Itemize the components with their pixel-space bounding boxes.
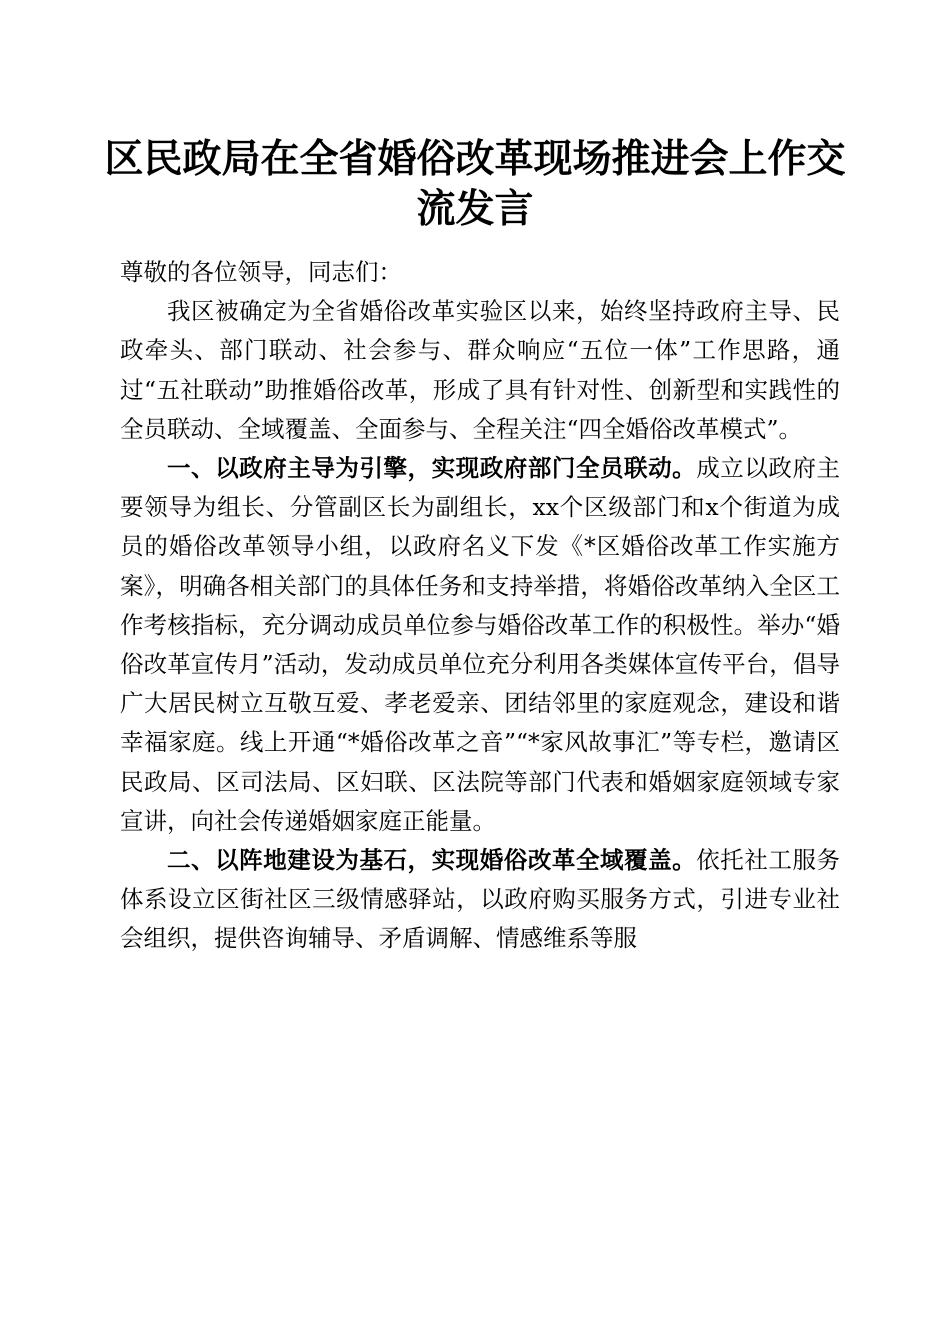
paragraph-text: 依托社工服务体系设立区街社区三级情感驿站，以政府购买服务方式，引进专业社会组织，提供咨询辅导、矛盾调解、情感维系等服 (120, 846, 841, 953)
salutation: 尊敬的各位领导，同志们： (120, 258, 402, 286)
paragraph-section-2 (120, 841, 840, 959)
section-heading: 二、以阵地建设为基石，实现婚俗改革全域覆盖。 (167, 846, 697, 875)
section-heading: 一、以政府主导为引擎，实现政府部门全员联动。 (167, 454, 697, 483)
document-title: 区民政局在全省婚俗改革现场推进会上作交流发言 (104, 136, 846, 232)
document-body (120, 253, 840, 959)
paragraph-section-1 (120, 449, 840, 841)
paragraph-text: 成立以政府主要领导为组长、分管副区长为副组长，xx个区级部门和x个街道为成员的婚俗改革领导小组，以政府名义下发《*区婚俗改革工作实施方案》，明确各相关部门的具体任务和支持举措，将婚俗改革纳入全区工作考核指标，充分调动成员单位参与婚俗改革工作的积极性。举办“婚俗改革宣传月”活动，发动成员单位充分利用各类媒体宣传平台，倡导广大居民树立互敬互爱、孝老爱亲、团结邻里的家庭观念，建设和谐幸福家庭。线上开通“*婚俗改革之音”“*家风故事汇”等专栏，邀请区民政局、区司法局、区妇联、区法院等部门代表和婚姻家庭领域专家宣讲，向社会传递婚姻家庭正能量。 (120, 454, 841, 835)
paragraph-intro (120, 292, 840, 449)
paragraph-text: 我区被确定为全省婚俗改革实验区以来，始终坚持政府主导、民政牵头、部门联动、社会参与、群众响应“五位一体”工作思路，通过“五社联动”助推婚俗改革，形成了具有针对性、创新型和实践性的全员联动、全域覆盖、全面参与、全程关注“四全婚俗改革模式”。 (120, 297, 840, 443)
